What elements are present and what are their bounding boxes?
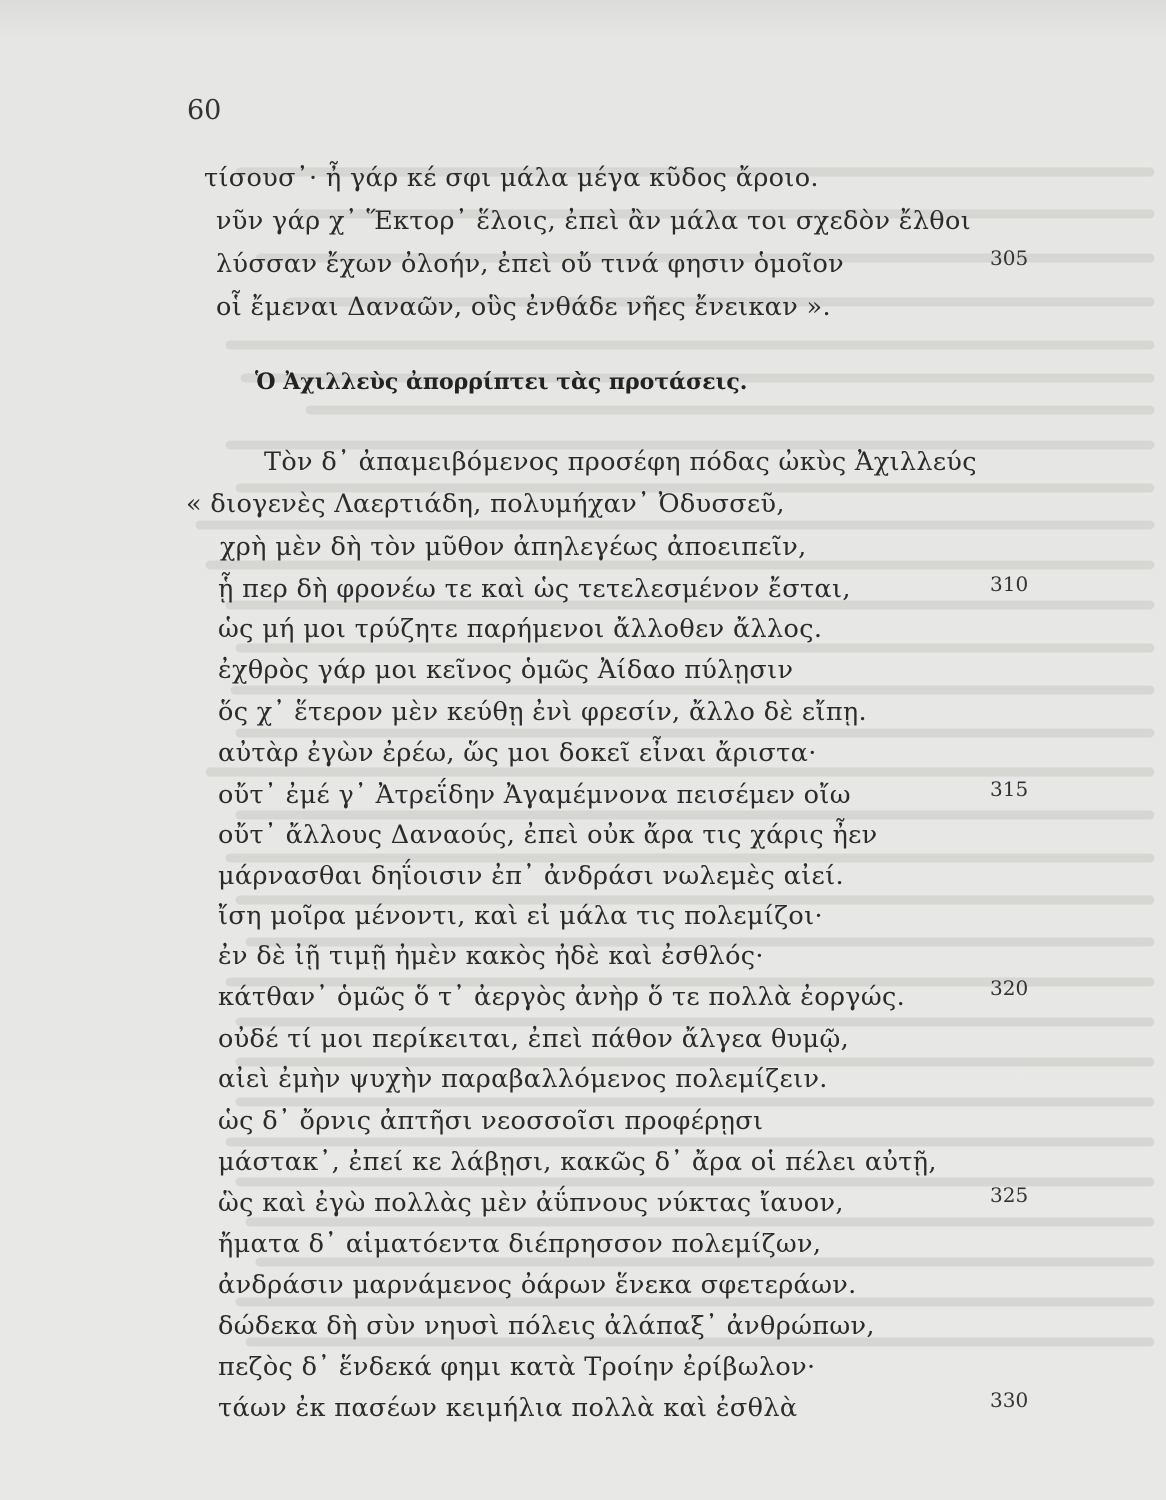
page-number: 60 [187, 95, 222, 126]
verse-line: αὐτὰρ ἐγὼν ἐρέω, ὥς μοι δοκεῖ εἶναι ἄριστα· [218, 738, 817, 768]
line-number: 325 [990, 1183, 1029, 1207]
verse-line: ὅς χ᾽ ἕτερον μὲν κεύθῃ ἐνὶ φρεσίν, ἄλλο δὲ εἴπῃ. [218, 697, 868, 727]
verse-line: ὡς μή μοι τρύζητε παρήμενοι ἄλλοθεν ἄλλος. [218, 614, 823, 644]
verse-line: μάστακ᾽, ἐπεί κε λάβῃσι, κακῶς δ᾽ ἄρα οἱ πέλει αὐτῇ, [218, 1147, 937, 1177]
verse-line: ὡς δ᾽ ὄρνις ἀπτῆσι νεοσσοῖσι προφέρῃσι [218, 1106, 764, 1136]
verse-line: ἴση μοῖρα μένοντι, καὶ εἰ μάλα τις πολεμίζοι· [218, 901, 823, 931]
line-number: 310 [990, 572, 1029, 596]
verse-line: νῦν γάρ χ᾽ Ἕκτορ᾽ ἕλοις, ἐπεὶ ἂν μάλα τοι σχεδὸν ἔλθοι [216, 206, 972, 236]
verse-line: λύσσαν ἔχων ὀλοήν, ἐπεὶ οὔ τινά φησιν ὁμοῖον [216, 249, 845, 279]
line-number: 320 [990, 976, 1029, 1000]
verse-line: τίσουσ᾽· ἦ γάρ κέ σφι μάλα μέγα κῦδος ἄροιο. [204, 163, 819, 193]
verse-line: ἐχθρὸς γάρ μοι κεῖνος ὁμῶς Ἀίδαο πύλῃσιν [218, 655, 794, 685]
verse-line: κάτθαν᾽ ὁμῶς ὅ τ᾽ ἀεργὸς ἀνὴρ ὅ τε πολλὰ ἐοργώς. [218, 982, 906, 1012]
verse-line: οἷ ἔμεναι Δαναῶν, οὓς ἐνθάδε νῆες ἔνεικαν ». [216, 292, 831, 322]
verse-line: ὣς καὶ ἐγὼ πολλὰς μὲν ἀΰπνους νύκτας ἴαυον, [218, 1188, 844, 1218]
verse-line: οὔτ᾽ ἄλλους Δαναούς, ἐπεὶ οὐκ ἄρα τις χάρις ἦεν [218, 820, 878, 850]
verse-line: ἀνδράσιν μαρνάμενος ὀάρων ἕνεκα σφετεράων. [218, 1270, 857, 1300]
verse-line: « διογενὲς Λαερτιάδη, πολυμήχαν᾽ Ὀδυσσεῦ, [186, 489, 785, 519]
verse-line: τάων ἐκ πασέων κειμήλια πολλὰ καὶ ἐσθλὰ [218, 1393, 798, 1423]
verse-line: πεζὸς δ᾽ ἕνδεκά φημι κατὰ Τροίην ἐρίβωλον· [218, 1352, 816, 1382]
verse-line: Τὸν δ᾽ ἀπαμειβόμενος προσέφη πόδας ὠκὺς Ἀχιλλεύς [264, 447, 977, 477]
verse-line: οὔτ᾽ ἐμέ γ᾽ Ἀτρεΐδην Ἀγαμέμνονα πεισέμεν οἴω [218, 780, 851, 810]
verse-line: δώδεκα δὴ σὺν νηυσὶ πόλεις ἀλάπαξ᾽ ἀνθρώπων, [218, 1311, 875, 1341]
verse-line: ἤματα δ᾽ αἱματόεντα διέπρησσον πολεμίζων, [218, 1229, 822, 1259]
verse-line: ἐν δὲ ἰῇ τιμῇ ἠμὲν κακὸς ἠδὲ καὶ ἐσθλός· [218, 941, 764, 971]
verse-line: μάρνασθαι δηΐοισιν ἐπ᾽ ἀνδράσι νωλεμὲς αἰεί. [218, 861, 844, 891]
line-number: 305 [990, 246, 1029, 270]
verse-line: οὐδέ τί μοι περίκειται, ἐπεὶ πάθον ἄλγεα θυμῷ, [218, 1024, 850, 1054]
verse-line: χρὴ μὲν δὴ τὸν μῦθον ἀπηλεγέως ἀποειπεῖν, [220, 532, 807, 562]
line-number: 330 [990, 1388, 1029, 1412]
verse-line: ᾗ περ δὴ φρονέω τε καὶ ὡς τετελεσμένον ἔσται, [218, 574, 851, 604]
line-number: 315 [990, 777, 1029, 801]
verse-line: αἰεὶ ἐμὴν ψυχὴν παραβαλλόμενος πολεμίζειν. [218, 1064, 828, 1094]
section-heading: Ὁ Ἀχιλλεὺς ἀπορρίπτει τὰς προτάσεις. [255, 369, 748, 395]
